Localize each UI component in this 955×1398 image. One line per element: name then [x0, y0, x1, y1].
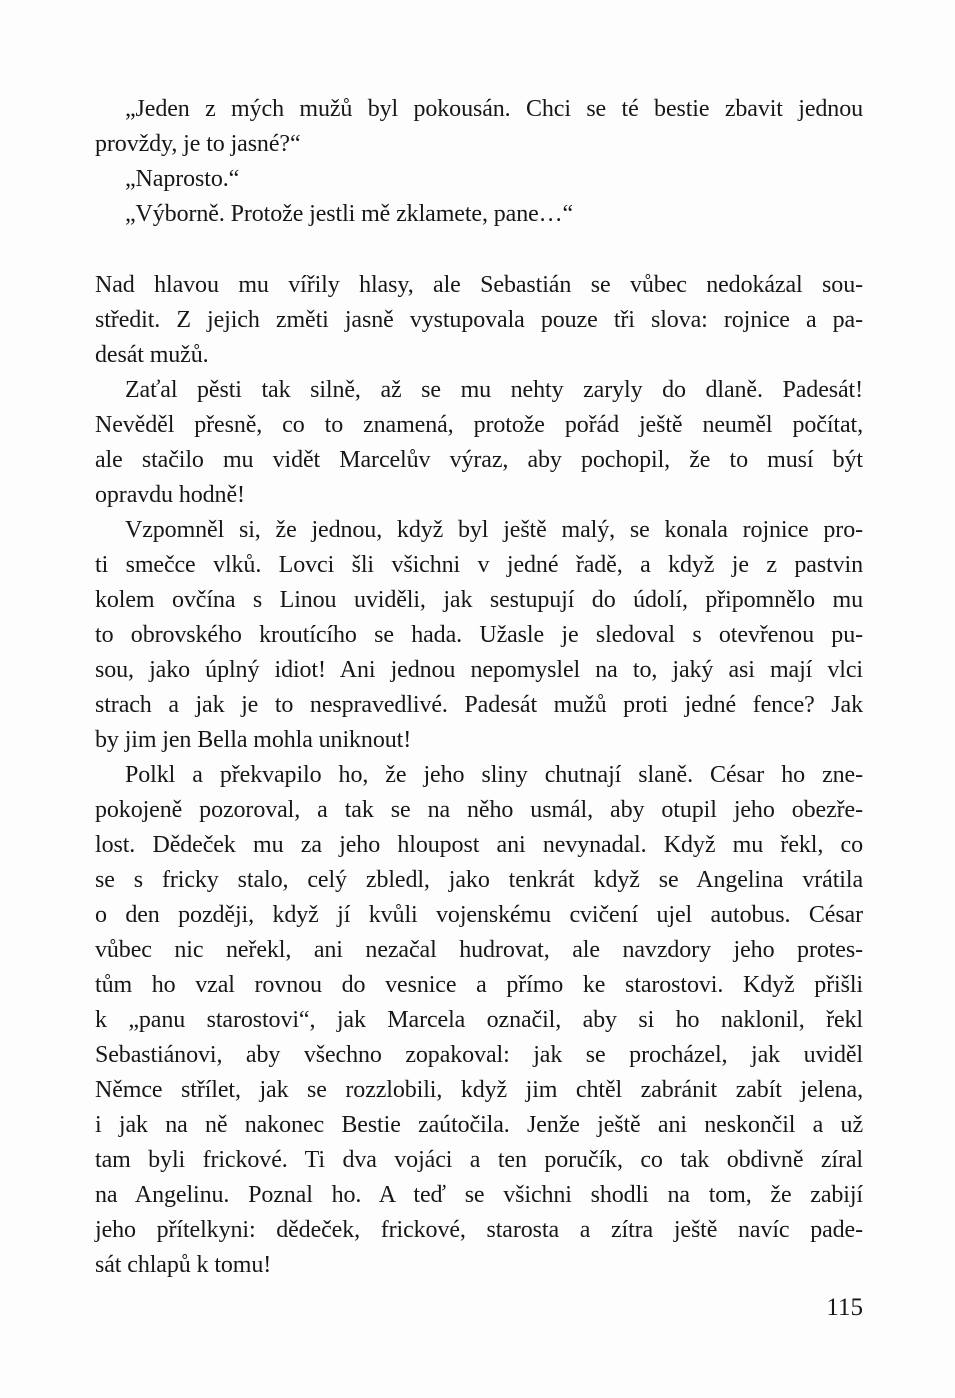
- text-line: tům ho vzal rovnou do vesnice a přímo ke starostovi. Když přišli: [95, 972, 863, 998]
- text-line: Polkl a překvapilo ho, že jeho sliny chutnají slaně. César ho zne-: [125, 762, 863, 788]
- text-line: Zaťal pěsti tak silně, až se mu nehty zaryly do dlaně. Padesát!: [125, 377, 863, 403]
- text-line: provždy, je to jasné?“: [95, 131, 301, 157]
- text-line: středit. Z jejich změti jasně vystupovala pouze tři slova: rojnice a pa-: [95, 307, 863, 333]
- text-line: „Jeden z mých mužů byl pokousán. Chci se té bestie zbavit jednou: [125, 96, 863, 122]
- text-line: na Angelinu. Poznal ho. A teď se všichni shodli na tom, že zabijí: [95, 1182, 863, 1208]
- text-line: jeho přítelkyni: dědeček, frickové, starosta a zítra ještě navíc pade-: [95, 1217, 863, 1243]
- text-line: i jak na ně nakonec Bestie zaútočila. Jenže ještě ani neskončil a už: [95, 1112, 863, 1138]
- page-text: [95, 92, 863, 1283]
- text-line: Sebastiánovi, aby všechno zopakoval: jak se procházel, jak uviděl: [95, 1042, 863, 1068]
- text-line: desát mužů.: [95, 342, 209, 368]
- text-line: vůbec nic neřekl, ani nezačal hudrovat, ale navzdory jeho protes-: [95, 937, 863, 963]
- text-line: o den později, když jí kvůli vojenskému cvičení ujel autobus. César: [95, 902, 863, 928]
- text-line: kolem ovčína s Linou uviděli, jak sestupují do údolí, připomnělo mu: [95, 587, 863, 613]
- text-line: „Výborně. Protože jestli mě zklamete, pane…“: [125, 201, 574, 227]
- text-line: Vzpomněl si, že jednou, když byl ještě malý, se konala rojnice pro-: [125, 517, 863, 543]
- paragraph: [95, 197, 863, 232]
- paragraph: [95, 758, 863, 1283]
- paragraph: [95, 373, 863, 513]
- text-line: ti smečce vlků. Lovci šli všichni v jedné řadě, a když je z pastvin: [95, 552, 863, 578]
- text-line: opravdu hodně!: [95, 482, 245, 508]
- text-line: pokojeně pozoroval, a tak se na něho usmál, aby otupil jeho obezře-: [95, 797, 863, 823]
- text-line: tam byli frickové. Ti dva vojáci a ten poručík, co tak obdivně zíral: [95, 1147, 863, 1173]
- text-line: lost. Dědeček mu za jeho hloupost ani nevynadal. Když mu řekl, co: [95, 832, 863, 858]
- text-line: Němce střílet, jak se rozzlobili, když jim chtěl zabránit zabít jelena,: [95, 1077, 863, 1103]
- text-line: ale stačilo mu vidět Marcelův výraz, aby pochopil, že to musí být: [95, 447, 863, 473]
- text-line: sát chlapů k tomu!: [95, 1252, 272, 1278]
- text-line: Nad hlavou mu vířily hlasy, ale Sebastián se vůbec nedokázal sou-: [95, 272, 863, 298]
- paragraph: [95, 162, 863, 197]
- text-line: to obrovského kroutícího se hada. Užasle je sledoval s otevřenou pu-: [95, 622, 863, 648]
- page-number: 115: [826, 1294, 863, 1321]
- text-line: k „panu starostovi“, jak Marcela označil, aby si ho naklonil, řekl: [95, 1007, 863, 1033]
- paragraph: [95, 268, 863, 373]
- text-line: sou, jako úplný idiot! Ani jednou nepomyslel na to, jaký asi mají vlci: [95, 657, 863, 683]
- paragraph: [95, 92, 863, 162]
- text-line: se s fricky stalo, celý zbledl, jako tenkrát když se Angelina vrátila: [95, 867, 863, 893]
- text-line: Nevěděl přesně, co to znamená, protože pořád ještě neuměl počítat,: [95, 412, 863, 438]
- text-line: „Naprosto.“: [125, 166, 240, 192]
- text-line: strach a jak je to nespravedlivé. Padesát mužů proti jedné fence? Jak: [95, 692, 863, 718]
- text-line: by jim jen Bella mohla uniknout!: [95, 727, 412, 753]
- paragraph: [95, 513, 863, 758]
